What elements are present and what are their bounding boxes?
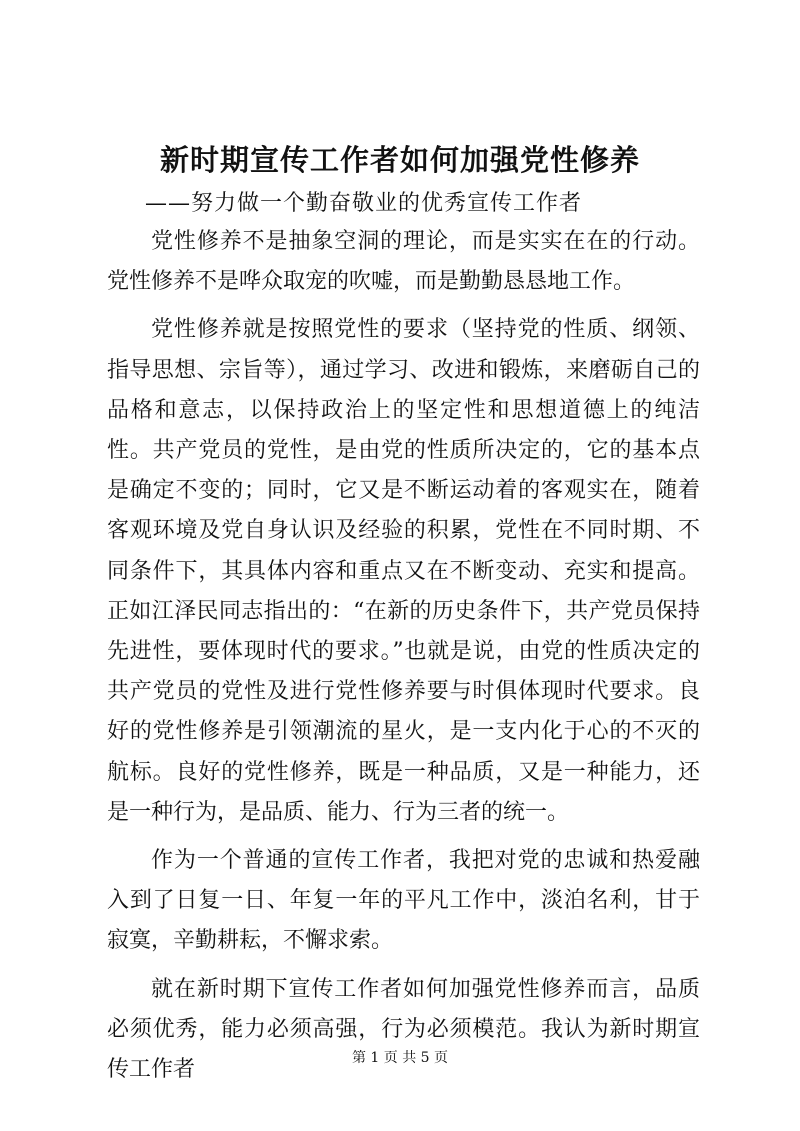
paragraph-2: 党性修养就是按照党性的要求（坚持党的性质、纲领、指导思想、宗旨等），通过学习、改进和锻炼，来磨砺自己的品格和意志，以保持政治上的坚定性和思想道德上的纯洁性。共产党员的党性，是由党的性质所决定的，它的基本点是确定不变的；同时，它又是不断运动着的客观实在，随着客观环境及党自身认识及经验的积累，党性在不同时期、不同条件下，其具体内容和重点又在不断变动、充实和提高。正如江泽民同志指出的：“在新的历史条件下，共产党员保持先进性，要体现时代的要求。”也就是说，由党的性质决定的共产党员的党性及进行党性修养要与时俱体现时代要求。良好的党性修养是引领潮流的星火，是一支内化于心的不灭的航标。良好的党性修养，既是一种品质，又是一种能力，还是一种行为，是品质、能力、行为三者的统一。: [107, 317, 700, 825]
document-body: [107, 222, 700, 1098]
page-footer: 第 1 页 共 5 页: [351, 1050, 449, 1066]
document-title: 新时期宣传工作者如何加强党性修养: [159, 143, 640, 177]
paragraph-4: 就在新时期下宣传工作者如何加强党性修养而言，品质必须优秀，能力必须高强，行为必须模范。我认为新时期宣传工作者: [107, 976, 700, 1083]
paragraph-3: 作为一个普通的宣传工作者，我把对党的忠诚和热爱融入到了日复一日、年复一年的平凡工作中，淡泊名利，甘于寂寞，辛勤耕耘，不懈求索。: [107, 848, 700, 954]
paragraph-1: 党性修养不是抽象空洞的理论，而是实实在在的行动。党性修养不是哗众取宠的吹嘘，而是勤勤恳恳地工作。: [107, 229, 700, 295]
document-subtitle: ——努力做一个勤奋敬业的优秀宣传工作者: [145, 191, 583, 216]
